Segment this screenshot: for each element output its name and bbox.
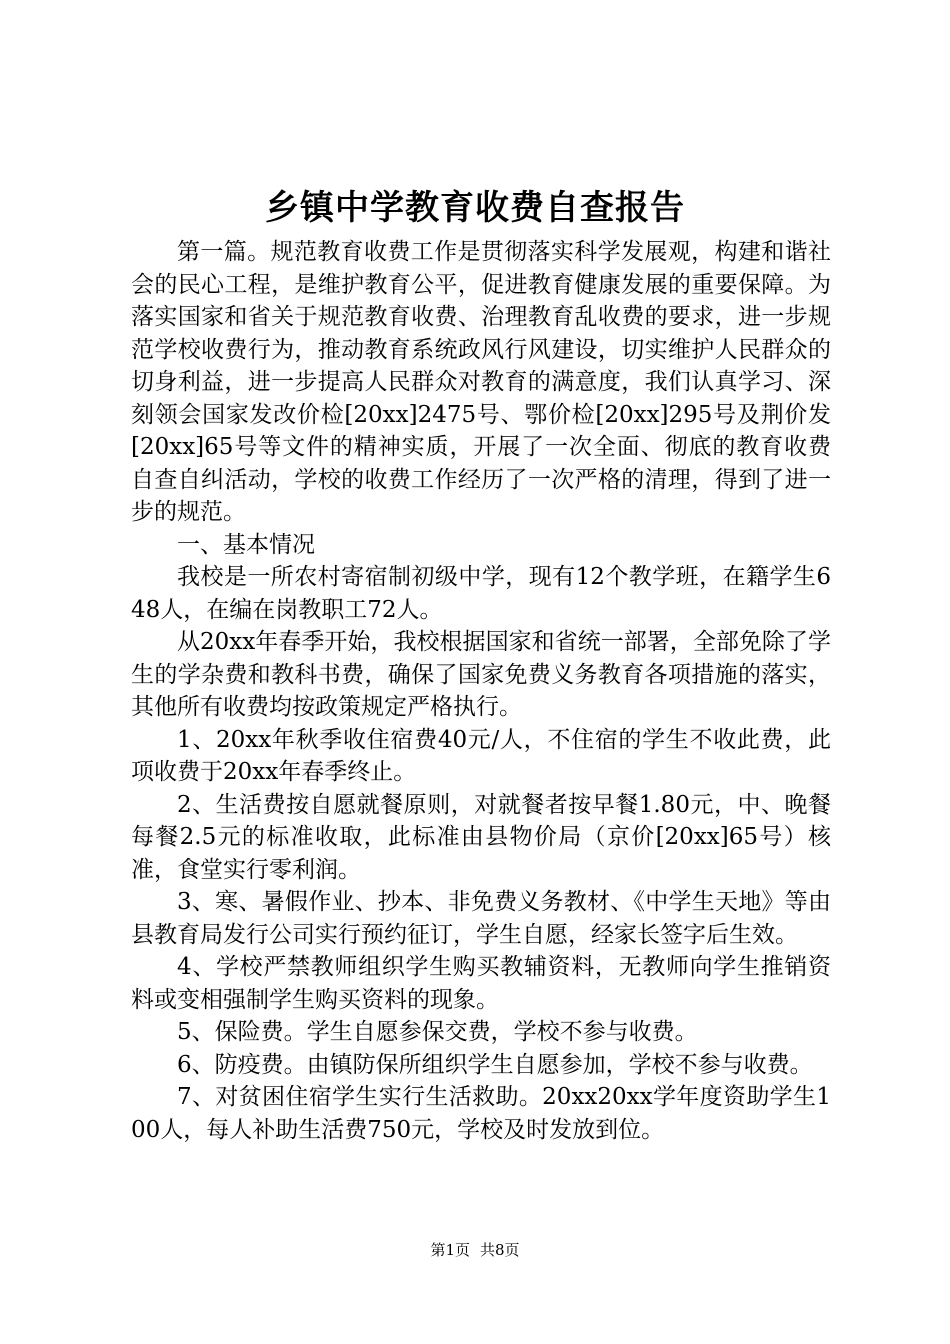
document-title: 乡镇中学教育收费自查报告: [265, 188, 685, 228]
list-item-insurance-fee: 5、保险费。学生自愿参保交费，学校不参与收费。: [177, 1019, 698, 1045]
page-number: 第1页: [430, 1241, 470, 1259]
paragraph-intro: 第一篇。规范教育收费工作是贯彻落实科学发展观，构建和谐社会的民心工程，是维护教育公平，促进教育健康发展的重要保障。为落实国家和省关于规范教育收费、治理教育乱收费的要求，进一步规范学校收费行为，推动教育系统政风行风建设，切实维护人民群众的切身利益，进一步提高人民群众对教育的满意度，我们认真学习、深刻领会国家发改价检[20xx]2475号、鄂价检[20xx]295号及荆价发[20xx]65号等文件的精神实质，开展了一次全面、彻底的教育收费自查自纠活动，学校的收费工作经历了一次严格的清理，得到了进一步的规范。: [131, 239, 831, 525]
list-item-epidemic-prevention-fee: 6、防疫费。由镇防保所组织学生自愿参加，学校不参与收费。: [177, 1051, 813, 1078]
page-total: 共8页: [480, 1241, 520, 1259]
page-footer: [0, 1240, 950, 1260]
list-item-teaching-materials: 4、学校严禁教师组织学生购买教辅资料，无教师向学生推销资料或变相强制学生购买资料的现象。: [131, 954, 831, 1013]
section-heading-basic-situation: 一、基本情况: [177, 531, 315, 558]
list-item-living-expenses: 2、生活费按自愿就餐原则，对就餐者按早餐1.80元，中、晚餐每餐2.5元的标准收取，此标准由县物价局（京价[20xx]65号）核准，食堂实行零利润。: [131, 791, 831, 883]
list-item-holiday-homework: 3、寒、暑假作业、抄本、非免费义务教材、《中学生天地》等由县教育局发行公司实行预约征订，学生自愿，经家长签字后生效。: [131, 889, 831, 948]
list-item-accommodation-fee: 1、20xx年秋季收住宿费40元/人，不住宿的学生不收此费，此项收费于20xx年春季终止。: [131, 726, 831, 785]
list-item-poverty-assistance: 7、对贫困住宿学生实行生活救助。20xx20xx学年度资助学生100人，每人补助生活费750元，学校及时发放到位。: [131, 1084, 831, 1143]
document-body: [131, 236, 831, 1146]
paragraph-fee-exemption: 从20xx年春季开始，我校根据国家和省统一部署，全部免除了学生的学杂费和教科书费，确保了国家免费义务教育各项措施的落实，其他所有收费均按政策规定严格执行。: [131, 629, 831, 720]
paragraph-school-overview: 我校是一所农村寄宿制初级中学，现有12个教学班，在籍学生648人，在编在岗教职工72人。: [131, 564, 831, 623]
